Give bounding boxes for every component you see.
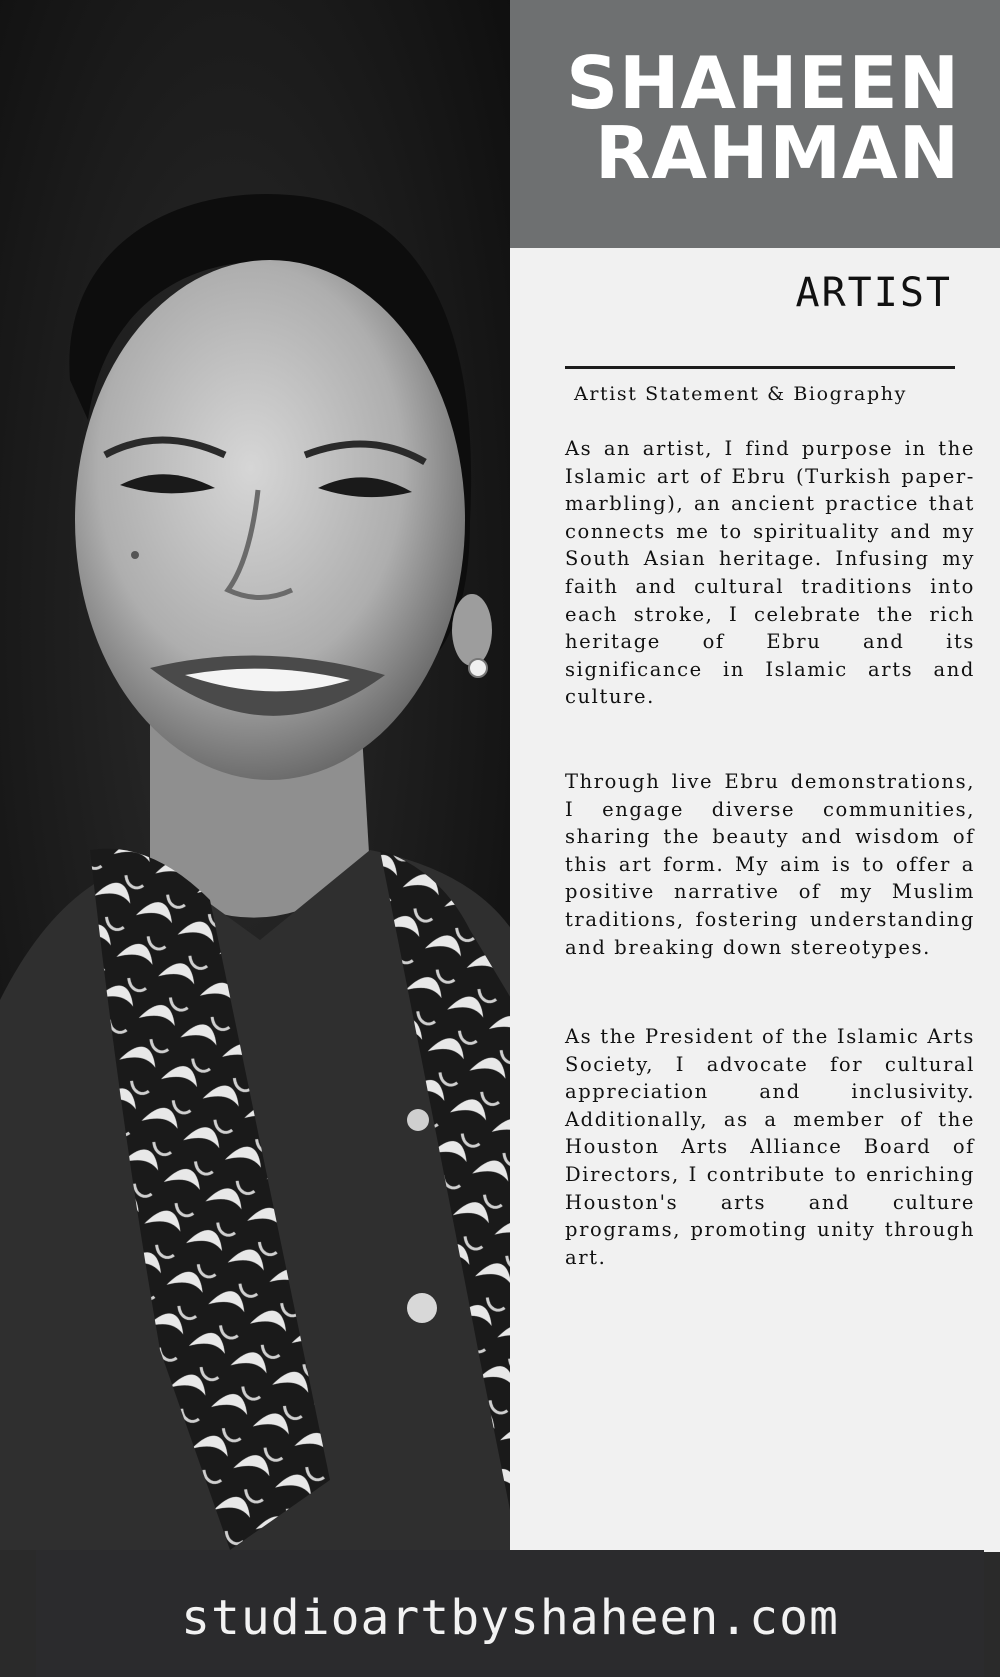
artist-last-name: RAHMAN — [594, 111, 960, 195]
name-band — [510, 0, 1000, 248]
divider — [565, 366, 955, 369]
statement-paragraph: As the President of the Islamic Arts Society, I advocate for cultural appreciation and inclusivity. Additionally, as a member of the Houston Arts Alliance Board of Directors, I contribute to enriching Houston's arts and culture programs, promoting unity through art. — [565, 1025, 975, 1269]
website-url: studioartbyshaheen.com — [181, 1590, 839, 1646]
bio-panel — [510, 0, 1000, 1552]
artist-role: ARTIST — [795, 270, 952, 316]
artist-name — [566, 41, 960, 195]
section-title: Artist Statement & Biography — [574, 383, 907, 405]
artist-portrait — [0, 0, 512, 1550]
artist-first-name: SHAHEEN — [566, 41, 960, 125]
statement-paragraph: Through live Ebru demonstrations, I engage diverse communities, sharing the beauty and wisdom of this art form. My aim is to offer a positive narrative of my Muslim traditions, fostering understanding and breaking down stereotypes. — [565, 770, 975, 959]
footer-band — [36, 1550, 984, 1677]
statement-paragraph: As an artist, I find purpose in the Islamic art of Ebru (Turkish paper-marbling), an ancient practice that connects me to spirituality and my South Asian heritage. Infusing my faith and cultural traditions into each stroke, I celebrate the rich heritage of Ebru and its significance in Islamic arts and culture. — [565, 437, 975, 709]
